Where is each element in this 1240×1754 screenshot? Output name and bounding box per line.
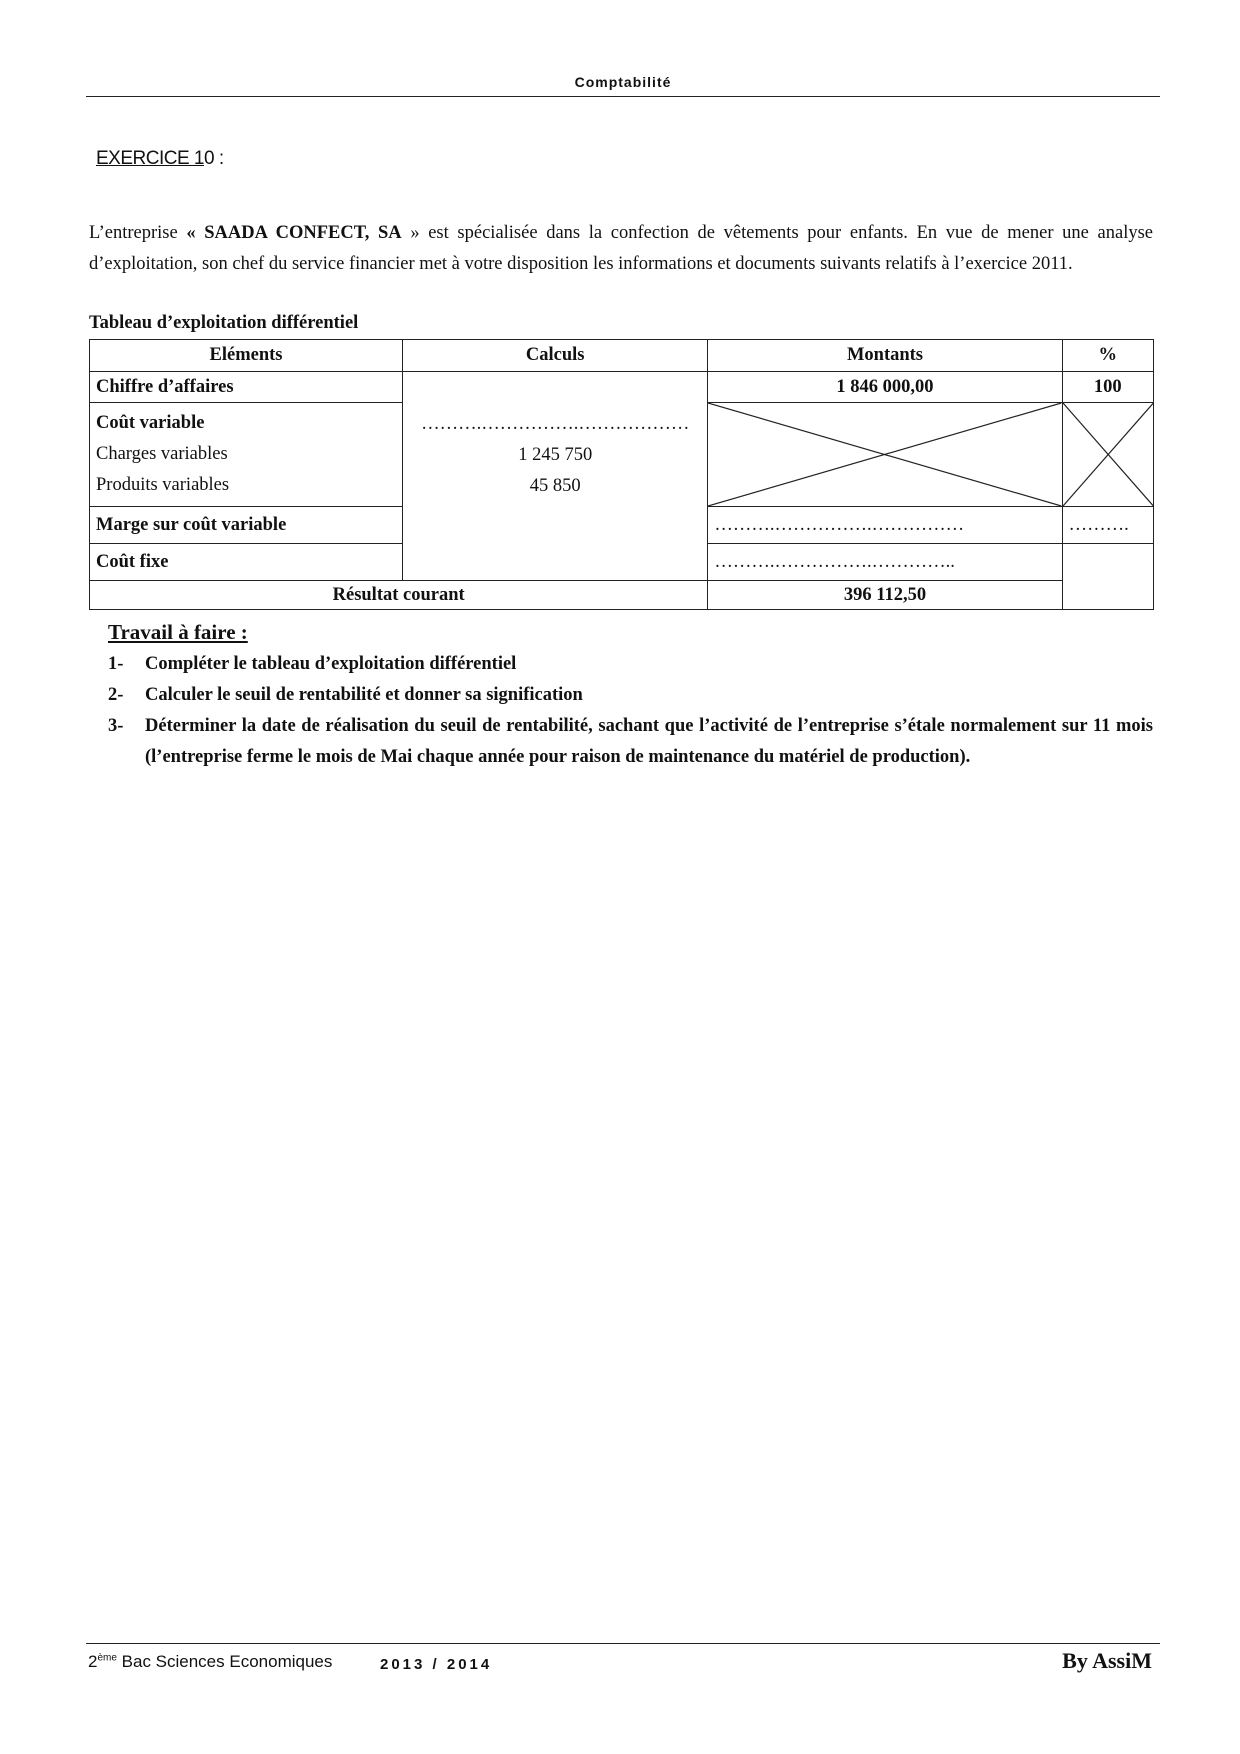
cv-label-cell	[90, 403, 403, 507]
exploitation-table	[89, 339, 1154, 610]
calculs-cell	[403, 372, 708, 581]
header-percent: %	[1062, 340, 1153, 372]
task-number: 1-	[108, 654, 124, 674]
header-elements: Eléments	[90, 340, 403, 372]
cv-label: Coût variable	[96, 413, 205, 433]
exercise-title-rest: 0 :	[203, 148, 224, 169]
cv-charges-label: Charges variables	[96, 444, 228, 464]
cf-amount: ……….…………….…………..	[708, 544, 1062, 581]
footer-level-sup: ème	[97, 1652, 117, 1664]
company-name: « SAADA CONFECT, SA	[186, 223, 402, 243]
mcv-percent: ……….	[1062, 507, 1153, 544]
intro-paragraph	[89, 218, 1153, 280]
row-resultat-courant	[90, 581, 1154, 610]
footer-level-num: 2	[88, 1652, 98, 1671]
crossed-percent-cell	[1062, 403, 1153, 507]
header-divider	[86, 96, 1160, 97]
rc-label: Résultat courant	[90, 581, 708, 610]
intro-after: » est spécialisée dans la confection de vêtements pour enfants. En vue de mener une analyse d’exploitation, son chef du service financier met à votre disposition les informations et documents suivants relatifs à l’exercice 2011.	[89, 223, 1154, 274]
mcv-amount: ……….…………….……………	[708, 507, 1062, 544]
ca-label: Chiffre d’affaires	[90, 372, 403, 403]
footer-year: 2013 / 2014	[380, 1656, 493, 1673]
ca-amount: 1 846 000,00	[708, 372, 1062, 403]
calc-charges: 1 245 750	[518, 445, 593, 465]
empty-percent-cell	[1062, 544, 1153, 610]
task-number: 3-	[108, 716, 124, 736]
task-item	[108, 649, 1153, 680]
table-title: Tableau d’exploitation différentiel	[89, 313, 359, 333]
calc-produits: 45 850	[529, 476, 581, 496]
header-calculs: Calculs	[403, 340, 708, 372]
task-text: Calculer le seuil de rentabilité et donner sa signification	[145, 685, 583, 705]
cv-produits-label: Produits variables	[96, 475, 230, 495]
table-header-row	[90, 340, 1154, 372]
task-item	[108, 711, 1153, 773]
calc-dots: ……….…………….………………	[421, 414, 690, 434]
work-title: Travail à faire :	[108, 620, 248, 644]
cross-mark-amount	[708, 403, 1061, 506]
task-number: 2-	[108, 685, 124, 705]
task-text: Déterminer la date de réalisation du seuil de rentabilité, sachant que l’activité de l’entreprise s’étale normalement sur 11 mois (l’entreprise ferme le mois de Mai chaque année pour raison de maintenance du matériel de production).	[145, 716, 1153, 767]
footer-author: By AssiM	[1062, 1648, 1152, 1673]
task-item	[108, 680, 1153, 711]
ca-percent: 100	[1062, 372, 1153, 403]
cross-mark-percent	[1063, 403, 1153, 506]
exercise-title-underlined: EXERCICE 1	[96, 148, 204, 169]
mcv-label: Marge sur coût variable	[90, 507, 403, 544]
header-montants: Montants	[708, 340, 1062, 372]
footer-level	[88, 1652, 332, 1672]
row-chiffre-affaires	[90, 372, 1154, 403]
rc-amount: 396 112,50	[708, 581, 1062, 610]
intro-before: L’entreprise	[89, 223, 187, 243]
cf-label: Coût fixe	[90, 544, 403, 581]
task-text: Compléter le tableau d’exploitation différentiel	[145, 654, 517, 674]
task-list	[108, 649, 1153, 773]
footer-divider	[86, 1643, 1160, 1644]
crossed-amount-cell	[708, 403, 1062, 507]
exercise-title	[96, 148, 224, 170]
footer-level-text: Bac Sciences Economiques	[116, 1652, 333, 1671]
page-header-subject: Comptabilité	[574, 74, 672, 90]
